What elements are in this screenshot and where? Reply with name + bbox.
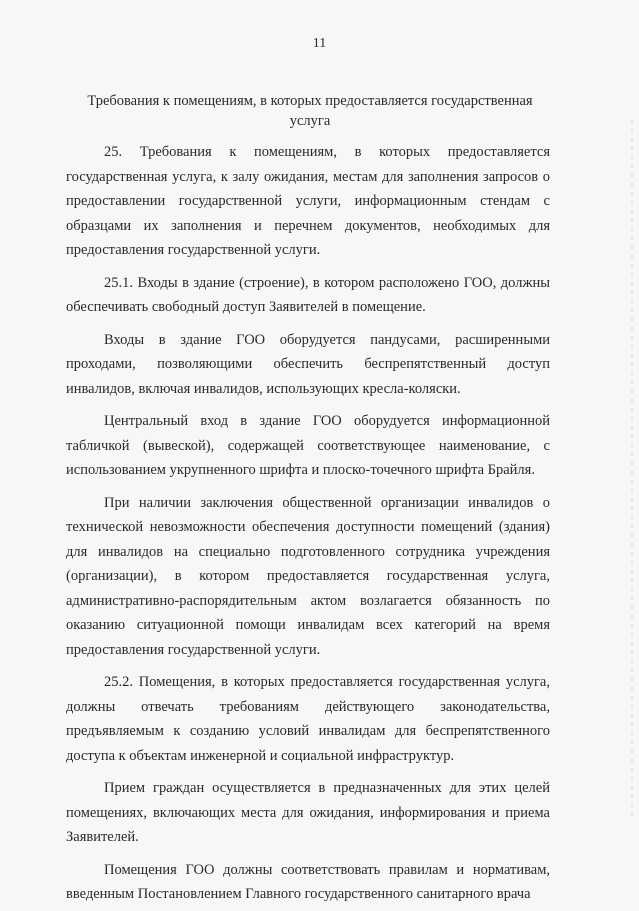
paragraph-25-2: 25.2. Помещения, в которых предоставляется государственная услуга, должны отвечать требованиям действующего законодательства, предъявляемым к созданию условий инвалидам для беспрепятственного доступа к объектам инженерной и социальной инфраструктур.	[66, 674, 550, 764]
paragraph-sanitary: Помещения ГОО должны соответствовать правилам и нормативам, введенным Постановлением Главного государственного санитарного врача	[66, 861, 550, 902]
paragraph-central-entrance: Центральный вход в здание ГОО оборудуется информационной табличкой (вывеской), содержащей соответствующее наименование, с использованием укрупненного шрифта и плоско-точечного шрифта Брайля.	[66, 413, 550, 478]
paragraph-reception: Прием граждан осуществляется в предназначенных для этих целей помещениях, включающих места для ожидания, информирования и приема Заявителей.	[66, 780, 550, 845]
paragraph-25-1: 25.1. Входы в здание (строение), в котором расположено ГОО, должны обеспечивать свободный доступ Заявителей в помещение.	[66, 274, 550, 315]
paragraph-25: 25. Требования к помещениям, в которых предоставляется государственная услуга, к залу ожидания, местам для заполнения запросов о предоставлении государственной услуги, информационным стендам с образцами их заполнения и перечнем документов, необходимых для предоставления государственной услуги.	[66, 144, 550, 258]
paragraph-assistance: При наличии заключения общественной организации инвалидов о технической невозможности обеспечения доступности помещений (здания) для инвалидов на специально подготовленного сотрудника учреждения (организации), в котором предоставляется государственная услуга, административно-распорядительным актом возлагается обязанность по оказанию ситуационной помощи инвалидам всех категорий на время предоставления государственной услуги.	[66, 494, 550, 658]
page-number: 11	[312, 36, 327, 51]
document-body	[66, 140, 550, 911]
paragraph-entrances: Входы в здание ГОО оборудуется пандусами, расширенными проходами, позволяющими обеспечить беспрепятственный доступ инвалидов, включая инвалидов, использующих кресла-коляски.	[66, 331, 550, 397]
section-heading: Требования к помещениям, в которых предоставляется государственная услуга	[87, 93, 533, 129]
scan-edge-mark	[631, 120, 633, 820]
